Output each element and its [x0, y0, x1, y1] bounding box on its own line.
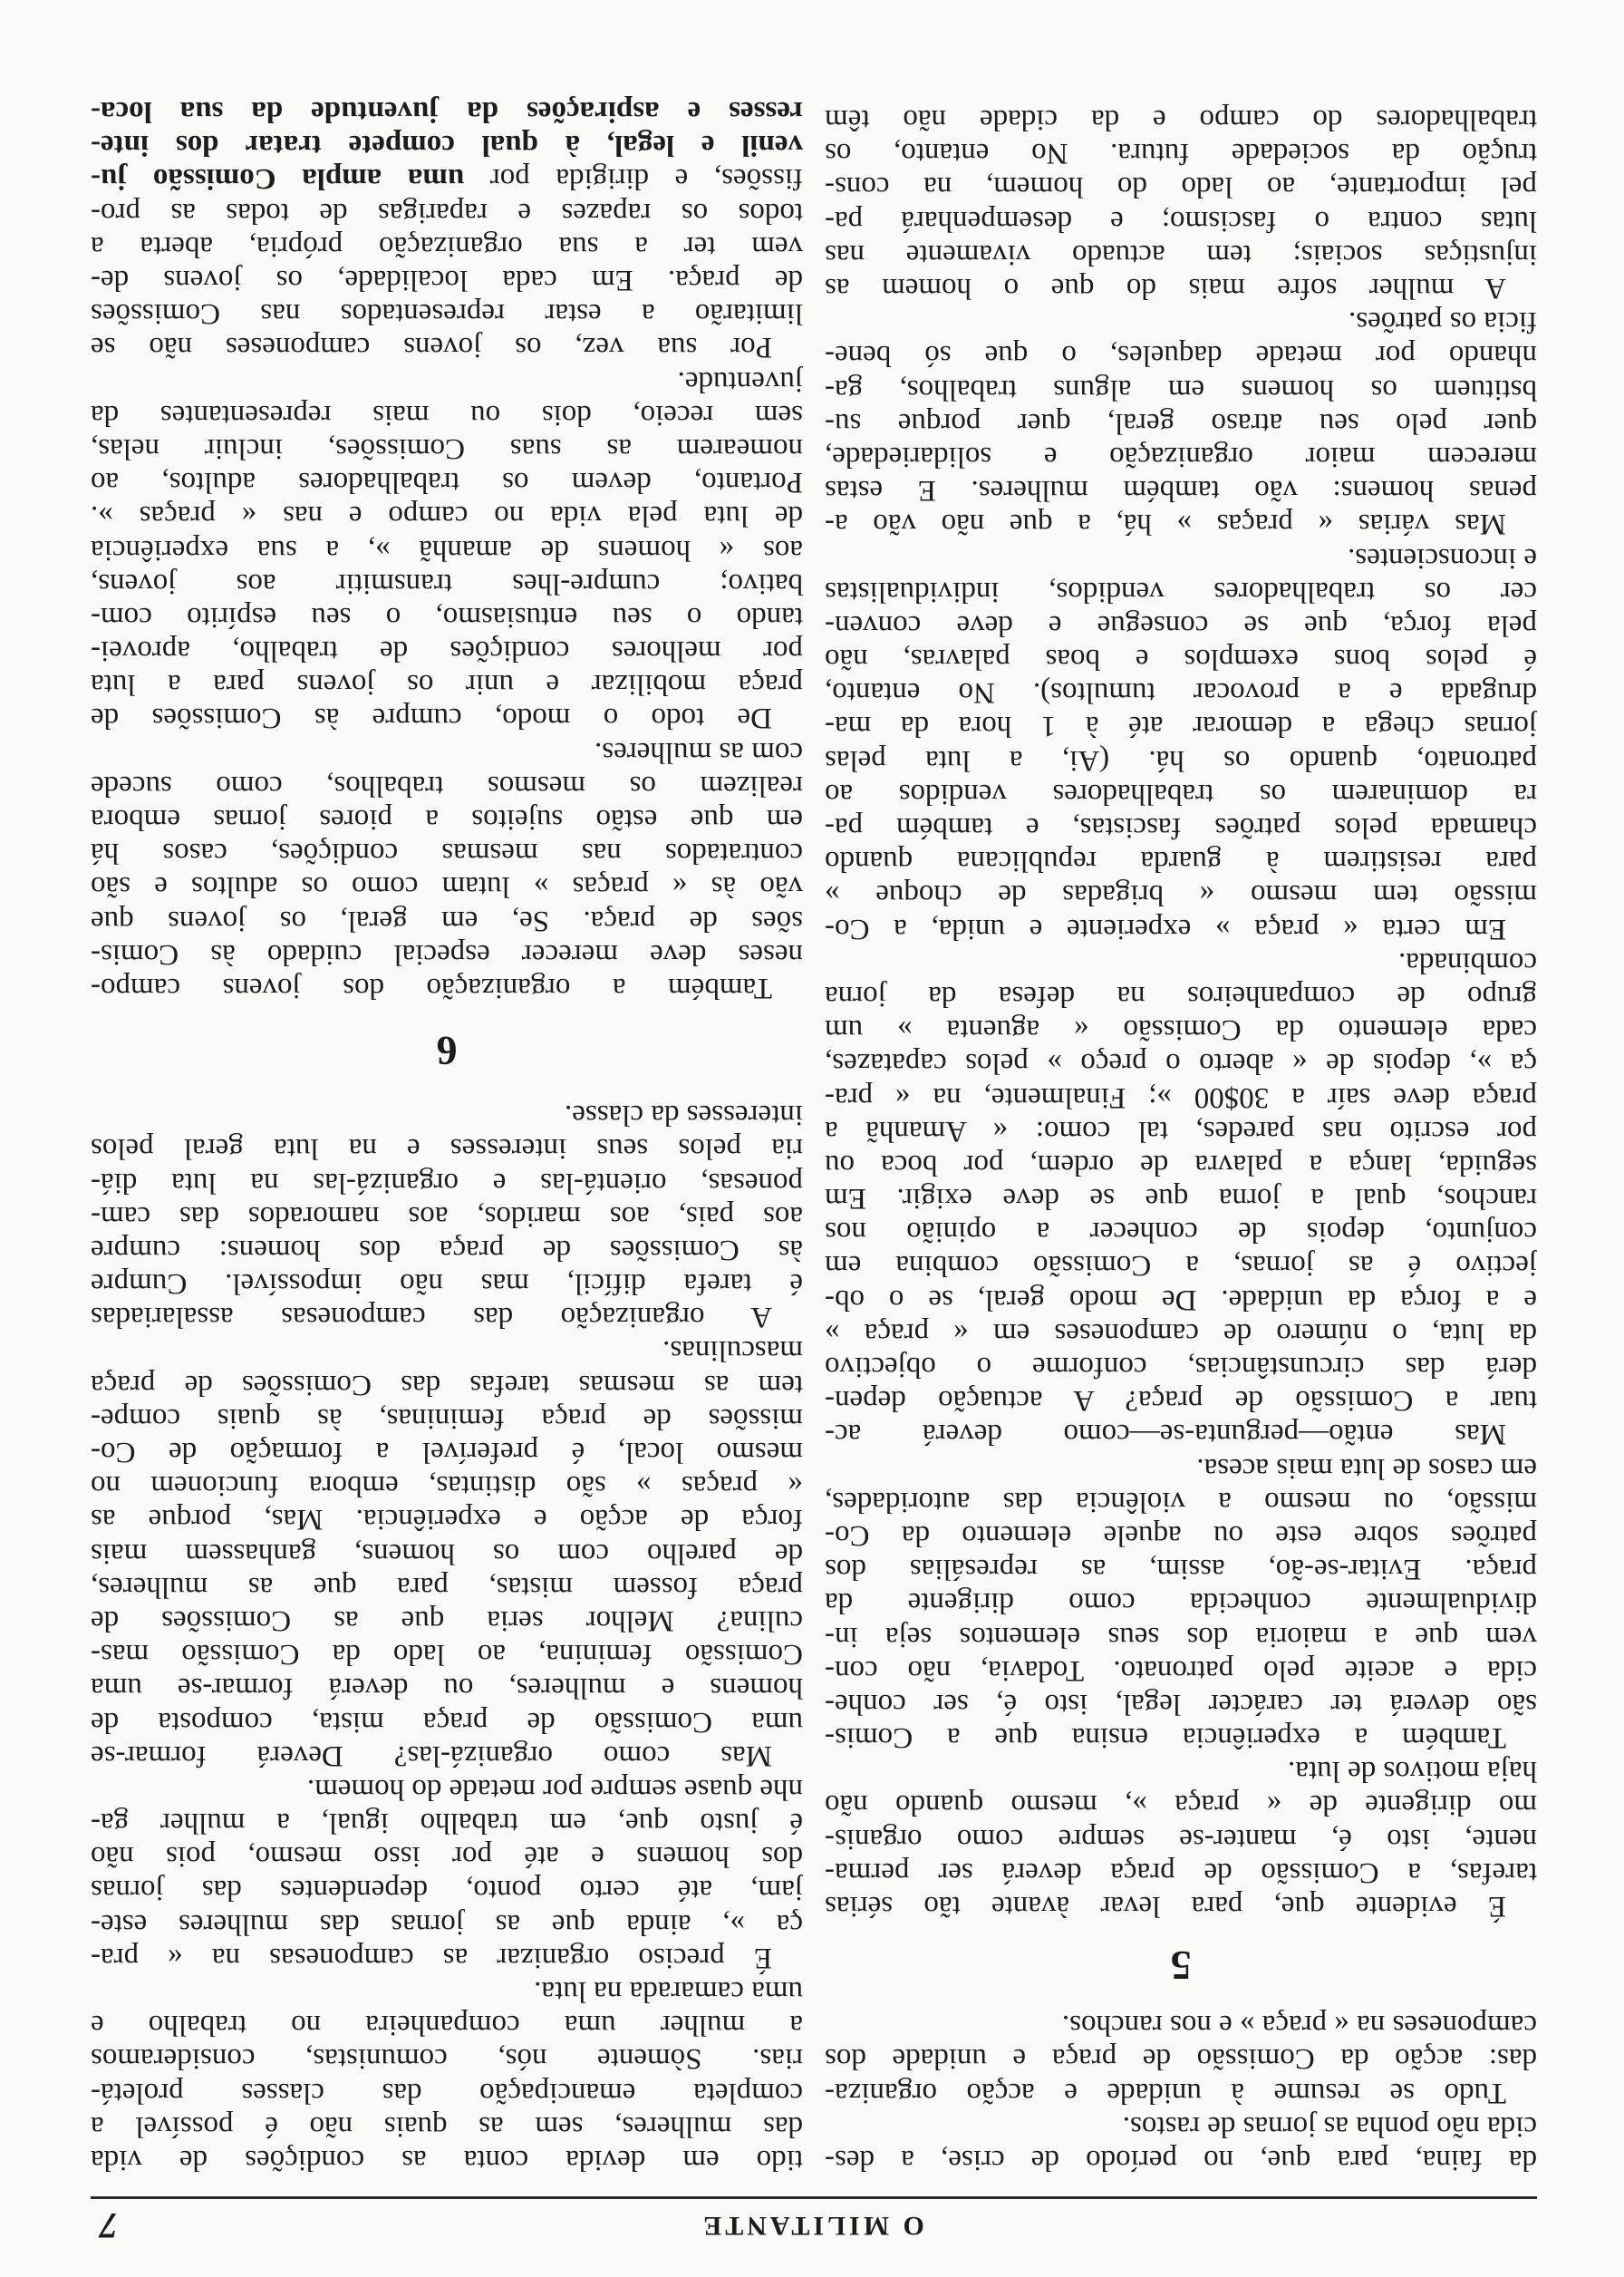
text-line: uma Comissão de praça mista, composta de	[91, 1705, 803, 1739]
text-line: Por sua vez, os jovens camponeses não se	[91, 331, 772, 364]
text-line: completa emancipação das classes proletá-	[91, 2076, 803, 2109]
text-line	[91, 94, 803, 128]
text-line: De todo o modo, cumpre às Comissões de	[91, 702, 772, 735]
text-line: Em certa « praça » experiente e unida, a Co-	[825, 912, 1506, 945]
text-line: Mas então—pergunta-se—como deverá ac-	[825, 1418, 1506, 1451]
paragraph	[825, 305, 1537, 540]
text-line: ça », ainda que as jornas das mulheres este-	[91, 1907, 803, 1941]
text-line: nente, isto é, manter-se sempre como organis-	[825, 1822, 1537, 1856]
text-line: ra dominarem os trabalhadores vendidos ao	[825, 777, 1537, 810]
text-line: jam, até certo ponto, dependentes das jornas	[91, 1874, 803, 1907]
text-line: aos « homens de amanhã », a sua experiência	[91, 533, 803, 567]
text-line: nhando por metade daqueles, o que só bene-	[825, 339, 1537, 373]
text-line: uma camarada na luta.	[534, 1975, 803, 2009]
text-line: às Comissões de praça dos homens: cumpre	[91, 1233, 803, 1266]
text-line: é tarefa difícil, mas não impossível. Cumpre	[91, 1267, 803, 1301]
paragraph	[91, 1772, 803, 1974]
section-number	[825, 1923, 1537, 2008]
paragraph	[91, 363, 803, 734]
text-line: são deverá ter carácter legal, isto é, ser conhe-	[825, 1687, 1537, 1720]
paragraph	[825, 2109, 1537, 2176]
text-line: trução da sociedade futura. No entanto, os	[825, 137, 1537, 170]
text-line: de praça. Em cada localidade, os jovens de-	[91, 264, 803, 297]
text-line: dos homens e até por isso mesmo, pois não	[91, 1840, 803, 1874]
paragraph	[91, 1098, 803, 1333]
text-line: interesses da classe.	[565, 1099, 803, 1132]
paragraph	[825, 1450, 1537, 1754]
text-line: cer os trabalhadores vendidos, individualistas	[825, 575, 1537, 608]
text-line: conjunto, depois de conhecer a opinião nos	[825, 1216, 1537, 1249]
paragraph	[825, 102, 1537, 305]
text-line: todos os rapazes e raparigas de todas as pro-	[91, 196, 803, 229]
article-column-left	[825, 102, 1537, 2176]
text-line: por melhores condições de trabalho, aprovei-	[91, 635, 803, 668]
text-line: cada elemento da Comissão « aguenta » um	[825, 1013, 1537, 1047]
text-line: quer pelo seu atraso geral, quer porque su-	[825, 406, 1537, 440]
text-line: patronato, quando os há. (Ai, a luta pelas	[825, 743, 1537, 777]
text-line: da luta, o número de camponeses em « praça »	[825, 1316, 1537, 1350]
text-line: Tudo se resume à unidade e acção organiza-	[825, 2076, 1506, 2109]
paragraph	[825, 945, 1537, 1451]
text-line: missões de praça femininas, às quais compe-	[91, 1401, 803, 1435]
text-line: rias. Sòmente nós, comunistas, consideramos	[91, 2042, 803, 2076]
text-line: jornas chega a demorar até à 1 hora da ma-	[825, 710, 1537, 743]
text-line: e a força da unidade. De modo geral, se o ob-	[825, 1283, 1537, 1316]
text-line: drugada e a provocar tumultos). No entanto,	[825, 676, 1537, 710]
text-line: missão tem mesmo « brigadas de choque »	[825, 878, 1537, 912]
text-line: homens e mulheres, ou deverá formar-se uma	[91, 1671, 803, 1705]
emphasis-text: resses e aspirações da juventude da sua loca-	[91, 95, 803, 129]
paragraph	[825, 2008, 1537, 2109]
text-line: combinada.	[1397, 945, 1537, 979]
paragraph	[91, 735, 803, 1005]
text-line: vão às « praças » lutam como os adultos e são	[91, 870, 803, 904]
text-line: trabalhadores do campo e da cidade não têm	[825, 103, 1537, 137]
text-line: por escrito nas paredes, tal como: « Amanhã a	[825, 1114, 1537, 1148]
text-line: É preciso organizar as camponesas na « pra-	[91, 1941, 772, 1974]
text-line: é pelos bons exemplos e boas palavras, não	[825, 643, 1537, 676]
text-line: lutas contra o fascismo; e desempenhará pa-	[825, 204, 1537, 237]
text-line: aos pais, aos maridos, aos namorados das cam-	[91, 1199, 803, 1233]
text-line: jectivo é as jornas, a Comissão combina em	[825, 1249, 1537, 1283]
emphasis-text: uma ampla Comissão ju-	[91, 162, 465, 196]
article-column-right	[91, 94, 803, 2176]
emphasis-text: venil e legal, à qual compete tratar dos inte-	[91, 129, 803, 162]
line-text: fissões, e dirigida por	[464, 162, 803, 196]
text-line: A mulher sofre mais do que o homem as	[825, 272, 1506, 305]
text-line: haja motivos de luta.	[1288, 1755, 1537, 1788]
text-line: para resistirem à guarda republicana quando	[825, 845, 1537, 878]
section-number-text: 6	[436, 1028, 458, 1075]
text-line: praça deve saír a 30$00 »; Finalmente, na « pra-	[825, 1080, 1537, 1114]
text-line: dividualmente conhecida como dirigente da	[825, 1586, 1537, 1620]
text-line: seguida, lança a palavra de ordem, por boca ou	[825, 1148, 1537, 1181]
text-line: ria pelos seus interesses e na luta geral pelos	[91, 1132, 803, 1166]
text-line: vem que a maioria dos seus elementos seja in-	[825, 1620, 1537, 1653]
text-line: praça fossem mistas, para que as mulheres,	[91, 1570, 803, 1604]
section-number	[91, 1004, 803, 1098]
text-line: bstituem os homens em alguns trabalhos, ga-	[825, 373, 1537, 406]
text-line: Portanto, devem os trabalhadores adultos, ao	[91, 466, 803, 499]
text-line: ranchos, qual a jorna que se deve exigir. Em	[825, 1182, 1537, 1216]
text-line: ça », depois de « aberto o preço » pelos capatazes,	[825, 1047, 1537, 1080]
text-line: vem ter a sua organização própria, aberta a	[91, 229, 803, 263]
text-line: neses deve merecer especial cuidado às Comis-	[91, 937, 803, 971]
text-line: pela força, que se consegue e deve conven-	[825, 608, 1537, 642]
text-line: limitarão a estar representados nas Comissões	[91, 297, 803, 331]
paragraph	[91, 94, 803, 364]
text-line: das mulheres, sem as quais não é possível a	[91, 2109, 803, 2143]
text-line: nomearem as suas Comissões, incluir nelas,	[91, 432, 803, 465]
text-line: e inconscientes.	[1348, 541, 1537, 575]
text-line: Comissão feminina, ao lado da Comissão mas-	[91, 1638, 803, 1671]
section-number-text: 5	[1170, 1943, 1192, 1990]
text-line: « praças » são distintas, embora funcionem no	[91, 1469, 803, 1503]
page-number: 7	[100, 2205, 118, 2246]
text-line: tem as mesmas tarefas das Comissões de praça	[91, 1368, 803, 1401]
text-line: Mas várias « praças » há, a que não vão a-	[825, 508, 1506, 541]
text-line: mesmo local, é preferível a formação de Co-	[91, 1436, 803, 1469]
text-line: contratados nas mesmas condições, casos há	[91, 837, 803, 870]
text-line: masculinas.	[662, 1334, 803, 1368]
text-line: mo dirigente de « praça », mesmo quando não	[825, 1788, 1537, 1822]
paragraph	[825, 540, 1537, 945]
text-line: chamada pelos patrões fascistas, e também pa-	[825, 811, 1537, 845]
text-line: ponesas, orientá-las e organizá-las na luta diá-	[91, 1166, 803, 1199]
text-line: da faina, para que, no período de crise, a des-	[825, 2144, 1537, 2176]
text-line: tando o seu entusiasmo, o seu espírito com-	[91, 600, 803, 634]
text-line: grupo de companheiros na defesa da jorna	[825, 980, 1537, 1013]
text-line: bativo; cumpre-lhes transmitir aos jovens,	[91, 567, 803, 600]
text-line	[91, 128, 803, 161]
text-line: em casos de luta mais acesa.	[1196, 1451, 1537, 1485]
text-line: sem receio, dois ou mais representantes da	[91, 398, 803, 431]
text-line: com as mulheres.	[594, 735, 803, 769]
text-line	[91, 161, 803, 195]
text-line: juventude.	[677, 364, 803, 398]
text-line: Mas como organizá-las? Deverá formar-se	[91, 1739, 772, 1772]
paragraph	[825, 1754, 1537, 1923]
masthead-title: O MILITANTE	[700, 2211, 924, 2241]
text-line: penas homens: vão também mulheres. E estas	[825, 474, 1537, 508]
text-line: é justo que, em trabalho igual, a mulher ga-	[91, 1807, 803, 1840]
text-line: Também a experiência ensina que a Comis-	[825, 1721, 1506, 1755]
text-line: a mulher uma companheira no trabalho e	[91, 2009, 803, 2042]
text-line: Também a organização dos jovens campo-	[91, 972, 772, 1004]
text-line: de luta pela vida no campo e nas « praças ».	[91, 499, 803, 533]
text-line: cida e aceite pelo patronato. Todavia, não con-	[825, 1653, 1537, 1687]
text-line: A organização das camponesas assalariadas	[91, 1301, 772, 1334]
text-line: tido em devida conta as condições de vida	[91, 2144, 803, 2176]
text-line: praça mobilizar e unir os jovens para a luta	[91, 668, 803, 702]
text-line: culina? Melhor seria que as Comissões de	[91, 1604, 803, 1637]
text-line: sões de praça. Se, em geral, os jovens que	[91, 904, 803, 937]
text-line: nhe quase sempre por metade do homem.	[306, 1772, 803, 1806]
text-line: de parelho com os homens, ganhassem mais	[91, 1536, 803, 1570]
text-line: camponeses na « praça » e nos ranchos.	[1061, 2009, 1537, 2042]
text-line: missão, ou mesmo a violência das autoridades,	[825, 1485, 1537, 1518]
header-rule	[91, 2196, 1537, 2199]
text-line: praça. Evitar-se-ão, assim, as represálias dos	[825, 1553, 1537, 1586]
text-line: força de acção e experiência. Mas, porque as	[91, 1503, 803, 1536]
text-line: merecem maior organização e solidariedade,	[825, 441, 1537, 473]
text-line: pel importante, ao lado do homem, na cons-	[825, 170, 1537, 204]
paragraph	[91, 1333, 803, 1771]
text-line: tuar a Comissão de praça? A actuação depen-	[825, 1384, 1537, 1418]
text-line: É evidente que, para levar àvante tão sérias	[825, 1890, 1506, 1923]
text-line: ficia os patrões.	[1348, 305, 1537, 339]
text-line: tarefas, a Comissão de praça deverá ser perma-	[825, 1856, 1537, 1889]
text-line: injustiças sociais; tem actuado vivamente nas	[825, 237, 1537, 271]
text-line: patrões sobre este ou aquele elemento da Co-	[825, 1519, 1537, 1552]
text-line: derá das circunstâncias, conforme o objectivo	[825, 1351, 1537, 1384]
text-line: cida não ponha as jornas de rastos.	[1122, 2109, 1537, 2143]
text-line: realizem os mesmos trabalhos, como sucede	[91, 769, 803, 802]
text-line: em que estão sujeitos a piores jornas embora	[91, 803, 803, 837]
text-line: das: acção da Comissão de praça e unidade dos	[825, 2042, 1537, 2076]
paragraph	[91, 1974, 803, 2176]
